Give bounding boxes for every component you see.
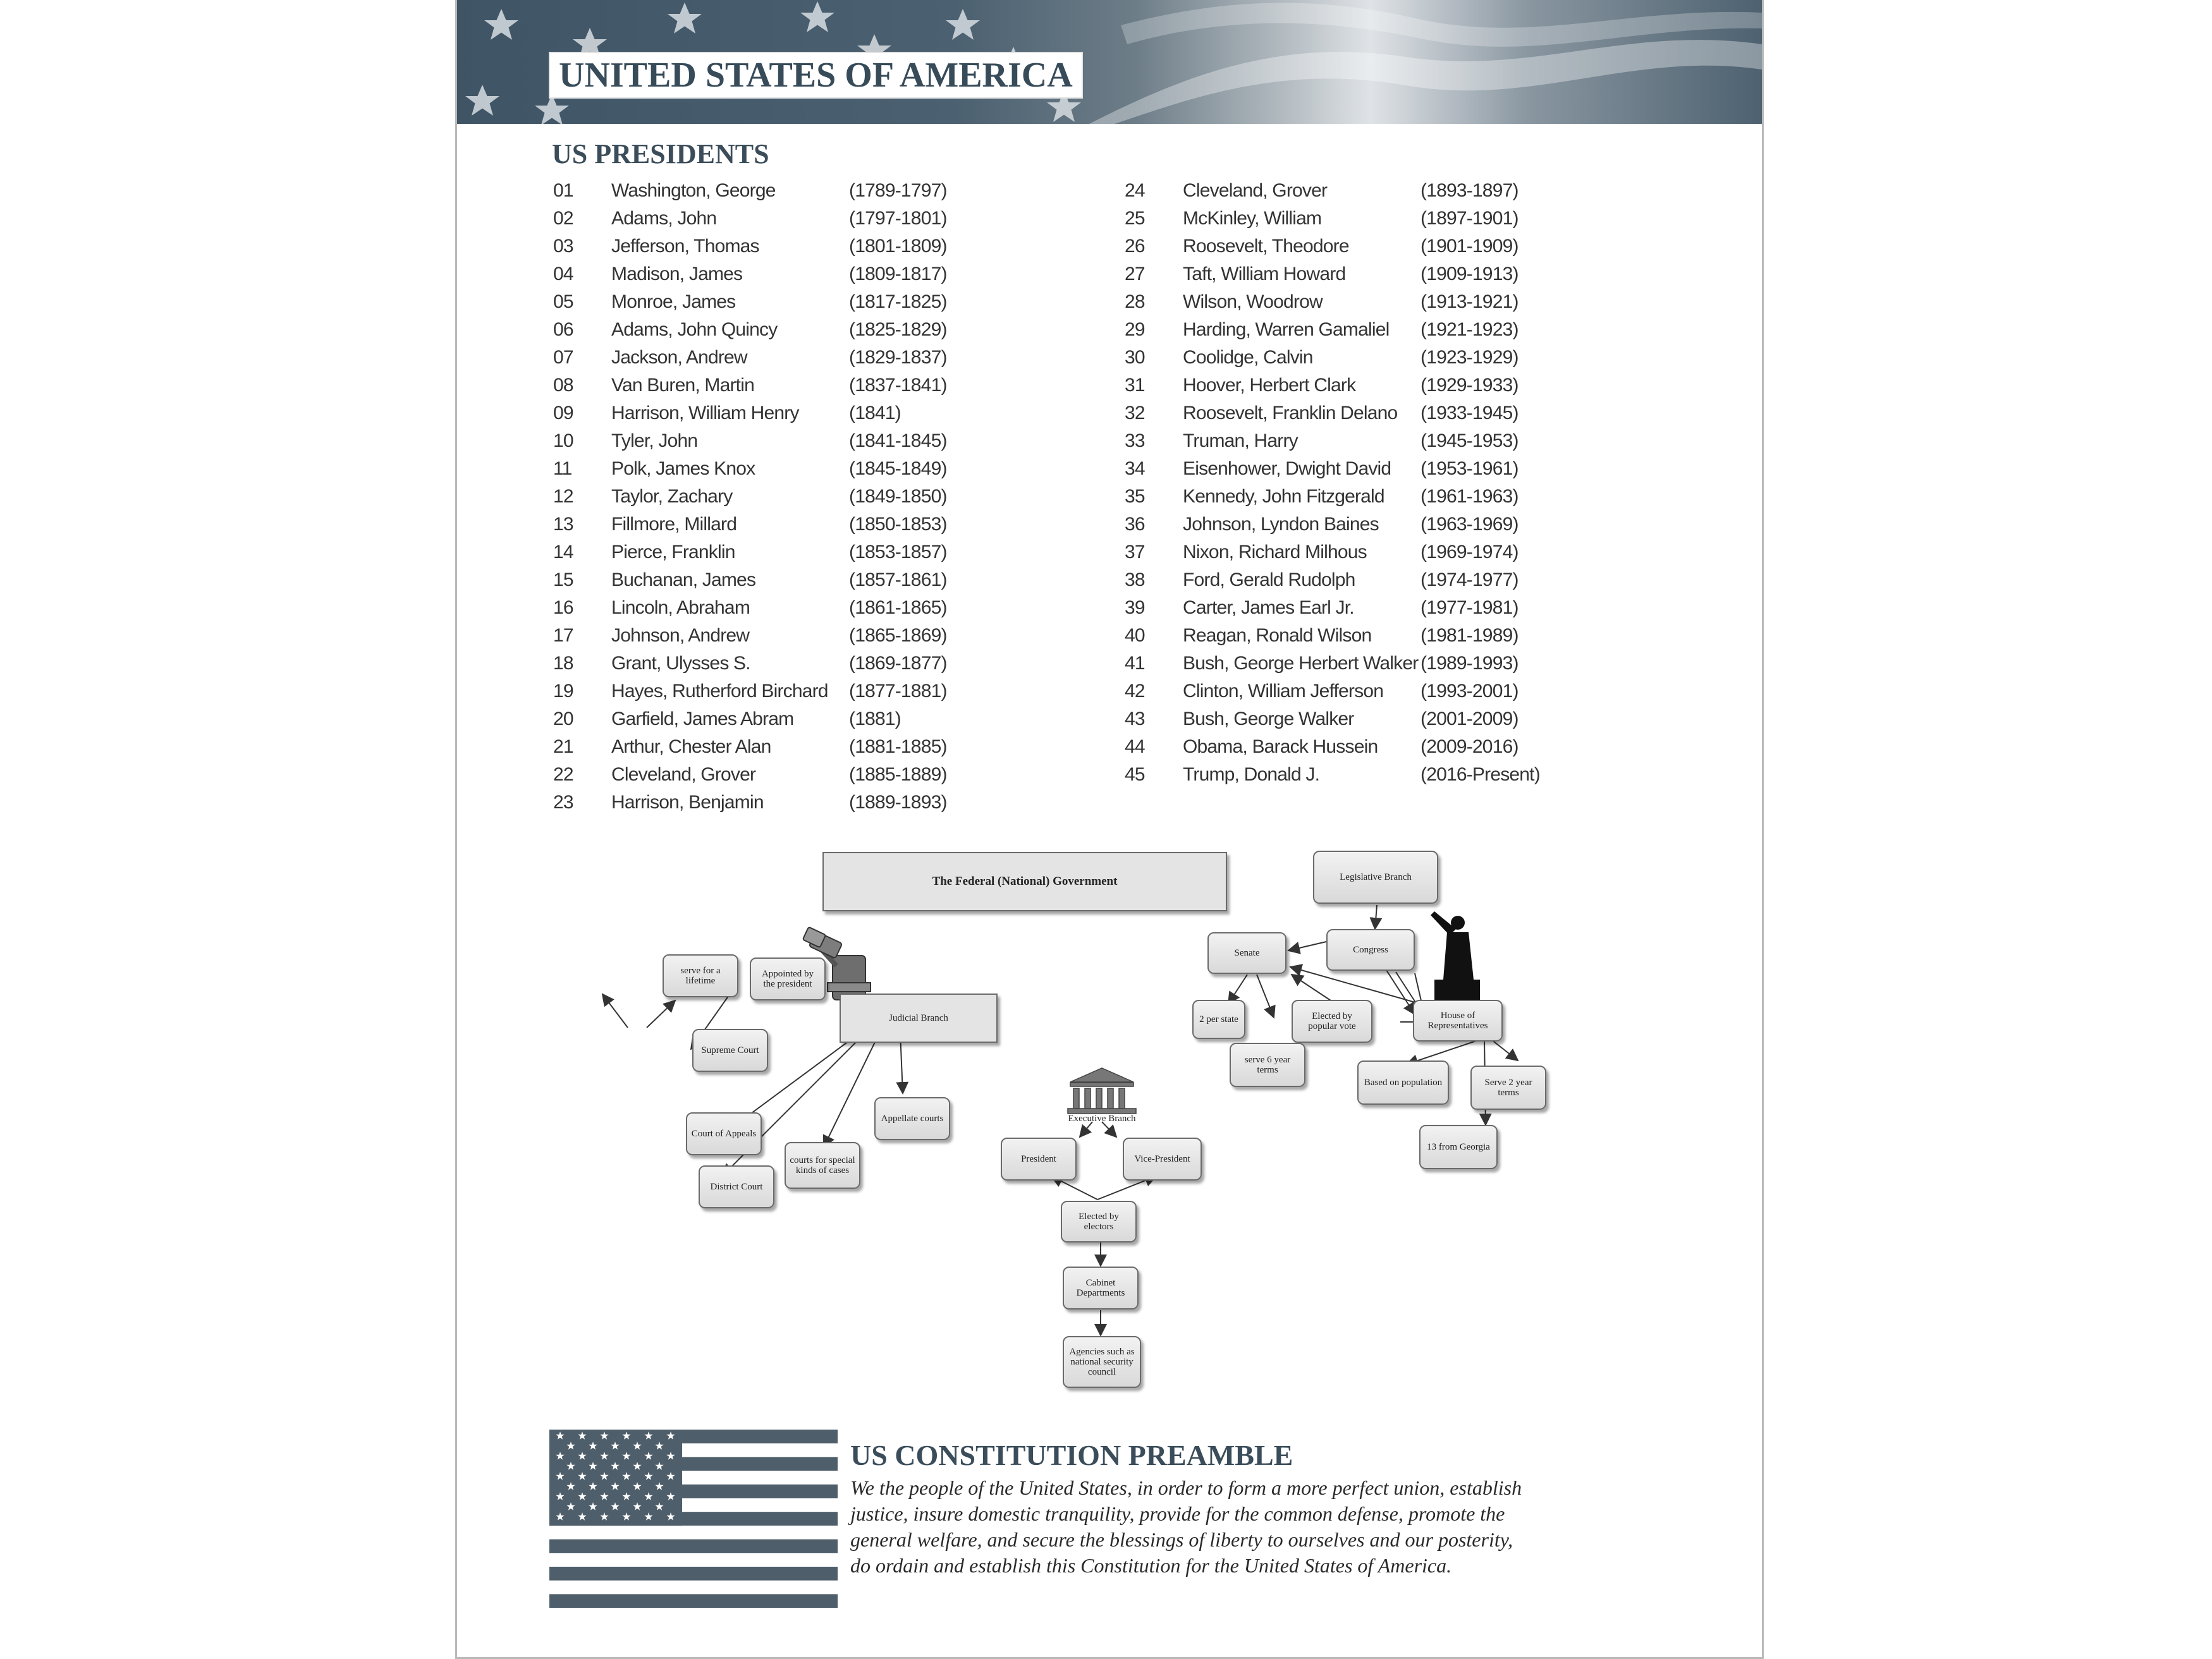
president-name: Polk, James Knox (611, 458, 755, 479)
president-years: (1865-1869) (849, 625, 947, 646)
president-name: Taylor, Zachary (611, 486, 733, 507)
president-years: (1974-1977) (1421, 569, 1518, 590)
president-number: 39 (1125, 597, 1145, 618)
cabinet-departments-node: Cabinet Departments (1063, 1267, 1139, 1310)
president-name: Lincoln, Abraham (611, 597, 750, 618)
based-on-population-node: Based on population (1357, 1060, 1449, 1105)
president-years: (1969-1974) (1421, 542, 1518, 562)
president-number: 38 (1125, 569, 1145, 590)
president-years: (1877-1881) (849, 681, 947, 702)
federal-government-box: The Federal (National) Government (822, 852, 1227, 911)
two-per-state-node: 2 per state (1192, 1000, 1245, 1039)
president-name: Monroe, James (611, 291, 736, 312)
president-name: Roosevelt, Theodore (1183, 236, 1349, 257)
president-name: Reagan, Ronald Wilson (1183, 625, 1372, 646)
president-years: (1989-1993) (1421, 653, 1518, 674)
executive-branch-label: Executive Branch (1068, 1114, 1136, 1124)
president-name: Roosevelt, Franklin Delano (1183, 403, 1398, 423)
senate-node: Senate (1207, 932, 1286, 974)
president-number: 01 (553, 180, 573, 201)
president-number: 08 (553, 375, 573, 396)
president-number: 40 (1125, 625, 1145, 646)
president-years: (1881) (849, 708, 901, 729)
serve-six-year-node: serve 6 year terms (1230, 1043, 1305, 1087)
president-years: (1850-1853) (849, 514, 947, 535)
president-years: (1861-1865) (849, 597, 947, 618)
president-number: 33 (1125, 430, 1145, 451)
president-name: Coolidge, Calvin (1183, 347, 1313, 368)
president-name: Johnson, Lyndon Baines (1183, 514, 1379, 535)
president-name: Harding, Warren Gamaliel (1183, 319, 1390, 340)
president-number: 30 (1125, 347, 1145, 368)
president-years: (1945-1953) (1421, 430, 1518, 451)
banner-title: UNITED STATES OF AMERICA (549, 52, 1083, 99)
president-name: Arthur, Chester Alan (611, 736, 771, 757)
president-number: 25 (1125, 208, 1145, 229)
president-number: 16 (553, 597, 573, 618)
president-number: 29 (1125, 319, 1145, 340)
president-name: Garfield, James Abram (611, 708, 794, 729)
president-name: Jefferson, Thomas (611, 236, 759, 257)
court-of-appeals-node: Court of Appeals (686, 1112, 762, 1155)
president-number: 36 (1125, 514, 1145, 535)
president-name: Clinton, William Jefferson (1183, 681, 1384, 702)
president-name: Obama, Barack Hussein (1183, 736, 1378, 757)
president-name: Adams, John (611, 208, 717, 229)
president-years: (1869-1877) (849, 653, 947, 674)
president-number: 27 (1125, 264, 1145, 284)
judicial-branch-node: Judicial Branch (840, 994, 998, 1043)
president-years: (1881-1885) (849, 736, 947, 757)
president-name: Truman, Harry (1183, 430, 1298, 451)
president-years: (1837-1841) (849, 375, 947, 396)
president-number: 35 (1125, 486, 1145, 507)
president-years: (1993-2001) (1421, 681, 1518, 702)
president-number: 20 (553, 708, 573, 729)
president-name: Adams, John Quincy (611, 319, 778, 340)
president-years: (1923-1929) (1421, 347, 1518, 368)
president-number: 19 (553, 681, 573, 702)
president-years: (1929-1933) (1421, 375, 1518, 396)
president-name: Eisenhower, Dwight David (1183, 458, 1391, 479)
president-years: (2009-2016) (1421, 736, 1518, 757)
president-name: McKinley, William (1183, 208, 1322, 229)
president-number: 15 (553, 569, 573, 590)
president-years: (1845-1849) (849, 458, 947, 479)
elected-by-electors-node: Elected by electors (1061, 1201, 1137, 1243)
president-years: (1889-1893) (849, 792, 947, 813)
president-years: (1885-1889) (849, 764, 947, 785)
president-number: 07 (553, 347, 573, 368)
president-years: (1841-1845) (849, 430, 947, 451)
president-number: 41 (1125, 653, 1145, 674)
president-name: Bush, George Herbert Walker (1183, 653, 1419, 674)
supreme-court-node: Supreme Court (692, 1029, 768, 1072)
president-number: 32 (1125, 403, 1145, 423)
president-years: (1977-1981) (1421, 597, 1518, 618)
president-number: 37 (1125, 542, 1145, 562)
president-number: 23 (553, 792, 573, 813)
president-number: 24 (1125, 180, 1145, 201)
president-name: Harrison, William Henry (611, 403, 799, 423)
president-number: 06 (553, 319, 573, 340)
president-years: (1809-1817) (849, 264, 947, 284)
president-name: Jackson, Andrew (611, 347, 747, 368)
president-number: 21 (553, 736, 573, 757)
president-number: 44 (1125, 736, 1145, 757)
president-number: 10 (553, 430, 573, 451)
president-node: President (1001, 1138, 1077, 1181)
president-years: (1789-1797) (849, 180, 947, 201)
president-years: (1963-1969) (1421, 514, 1518, 535)
president-years: (1849-1850) (849, 486, 947, 507)
president-name: Trump, Donald J. (1183, 764, 1320, 785)
president-years: (1953-1961) (1421, 458, 1518, 479)
president-years: (1901-1909) (1421, 236, 1518, 257)
thirteen-from-georgia-node: 13 from Georgia (1419, 1125, 1498, 1169)
preamble-heading: US CONSTITUTION PREAMBLE (850, 1439, 1293, 1471)
president-years: (1797-1801) (849, 208, 947, 229)
president-years: (1981-1989) (1421, 625, 1518, 646)
president-number: 45 (1125, 764, 1145, 785)
serve-lifetime-node: serve for a lifetime (663, 954, 738, 997)
president-name: Washington, George (611, 180, 776, 201)
appellate-courts-node: Appellate courts (874, 1097, 950, 1140)
page-sheet (455, 0, 1764, 1659)
president-years: (1853-1857) (849, 542, 947, 562)
house-of-representatives-node: House of Representatives (1413, 1000, 1503, 1042)
president-number: 14 (553, 542, 573, 562)
government-diagram (457, 834, 1762, 1416)
president-years: (2016-Present) (1421, 764, 1540, 785)
president-number: 31 (1125, 375, 1145, 396)
president-years: (1857-1861) (849, 569, 947, 590)
president-years: (1913-1921) (1421, 291, 1518, 312)
president-name: Taft, William Howard (1183, 264, 1346, 284)
president-years: (1909-1913) (1421, 264, 1518, 284)
president-name: Buchanan, James (611, 569, 756, 590)
district-court-node: District Court (699, 1165, 774, 1208)
president-number: 17 (553, 625, 573, 646)
president-name: Kennedy, John Fitzgerald (1183, 486, 1384, 507)
president-years: (1897-1901) (1421, 208, 1518, 229)
president-number: 11 (553, 458, 572, 479)
president-years: (1817-1825) (849, 291, 947, 312)
president-name: Hoover, Herbert Clark (1183, 375, 1356, 396)
president-years: (1893-1897) (1421, 180, 1518, 201)
president-years: (1933-1945) (1421, 403, 1518, 423)
president-name: Grant, Ulysses S. (611, 653, 750, 674)
president-years: (1829-1837) (849, 347, 947, 368)
president-name: Wilson, Woodrow (1183, 291, 1323, 312)
flag-banner (457, 0, 1762, 124)
president-number: 34 (1125, 458, 1145, 479)
agencies-node: Agencies such as national security council (1063, 1336, 1141, 1388)
president-name: Ford, Gerald Rudolph (1183, 569, 1355, 590)
president-years: (1801-1809) (849, 236, 947, 257)
president-number: 18 (553, 653, 573, 674)
president-number: 05 (553, 291, 573, 312)
president-name: Carter, James Earl Jr. (1183, 597, 1354, 618)
president-years: (1921-1923) (1421, 319, 1518, 340)
president-years: (2001-2009) (1421, 708, 1518, 729)
president-number: 03 (553, 236, 573, 257)
president-number: 26 (1125, 236, 1145, 257)
president-years: (1825-1829) (849, 319, 947, 340)
capitol-building-icon (1068, 1068, 1136, 1114)
congress-node: Congress (1326, 929, 1415, 971)
president-name: Cleveland, Grover (611, 764, 756, 785)
president-number: 04 (553, 264, 573, 284)
president-number: 13 (553, 514, 573, 535)
president-years: (1841) (849, 403, 901, 423)
president-number: 42 (1125, 681, 1145, 702)
elected-popular-vote-node: Elected by popular vote (1292, 1000, 1372, 1043)
president-name: Hayes, Rutherford Birchard (611, 681, 828, 702)
president-number: 02 (553, 208, 573, 229)
president-number: 09 (553, 403, 573, 423)
president-name: Nixon, Richard Milhous (1183, 542, 1367, 562)
president-name: Johnson, Andrew (611, 625, 750, 646)
serve-two-year-node: Serve 2 year terms (1470, 1066, 1546, 1110)
president-name: Cleveland, Grover (1183, 180, 1328, 201)
president-number: 12 (553, 486, 573, 507)
president-name: Bush, George Walker (1183, 708, 1354, 729)
us-flag-icon (549, 1430, 838, 1608)
president-number: 22 (553, 764, 573, 785)
president-name: Tyler, John (611, 430, 698, 451)
president-number: 43 (1125, 708, 1145, 729)
legislative-branch-node: Legislative Branch (1313, 851, 1438, 904)
diagram-connectors (457, 834, 1762, 1416)
president-name: Pierce, Franklin (611, 542, 735, 562)
president-number: 28 (1125, 291, 1145, 312)
president-name: Fillmore, Millard (611, 514, 737, 535)
president-years: (1961-1963) (1421, 486, 1518, 507)
vice-president-node: Vice-President (1123, 1138, 1202, 1181)
president-name: Madison, James (611, 264, 743, 284)
president-name: Van Buren, Martin (611, 375, 754, 396)
appointed-by-president-node: Appointed by the president (750, 957, 826, 1000)
presidents-heading: US PRESIDENTS (552, 138, 769, 169)
special-courts-node: courts for special kinds of cases (785, 1142, 860, 1189)
preamble-text: We the people of the United States, in order to form a more perfect union, establish justice, insure domestic tranquility, provide for the common defense, promote the general welfare, and secure the blessings of liberty to ourselves and our posterity, do ordain and establish this Constitution for the United States of America. (850, 1476, 1522, 1577)
president-name: Harrison, Benjamin (611, 792, 764, 813)
